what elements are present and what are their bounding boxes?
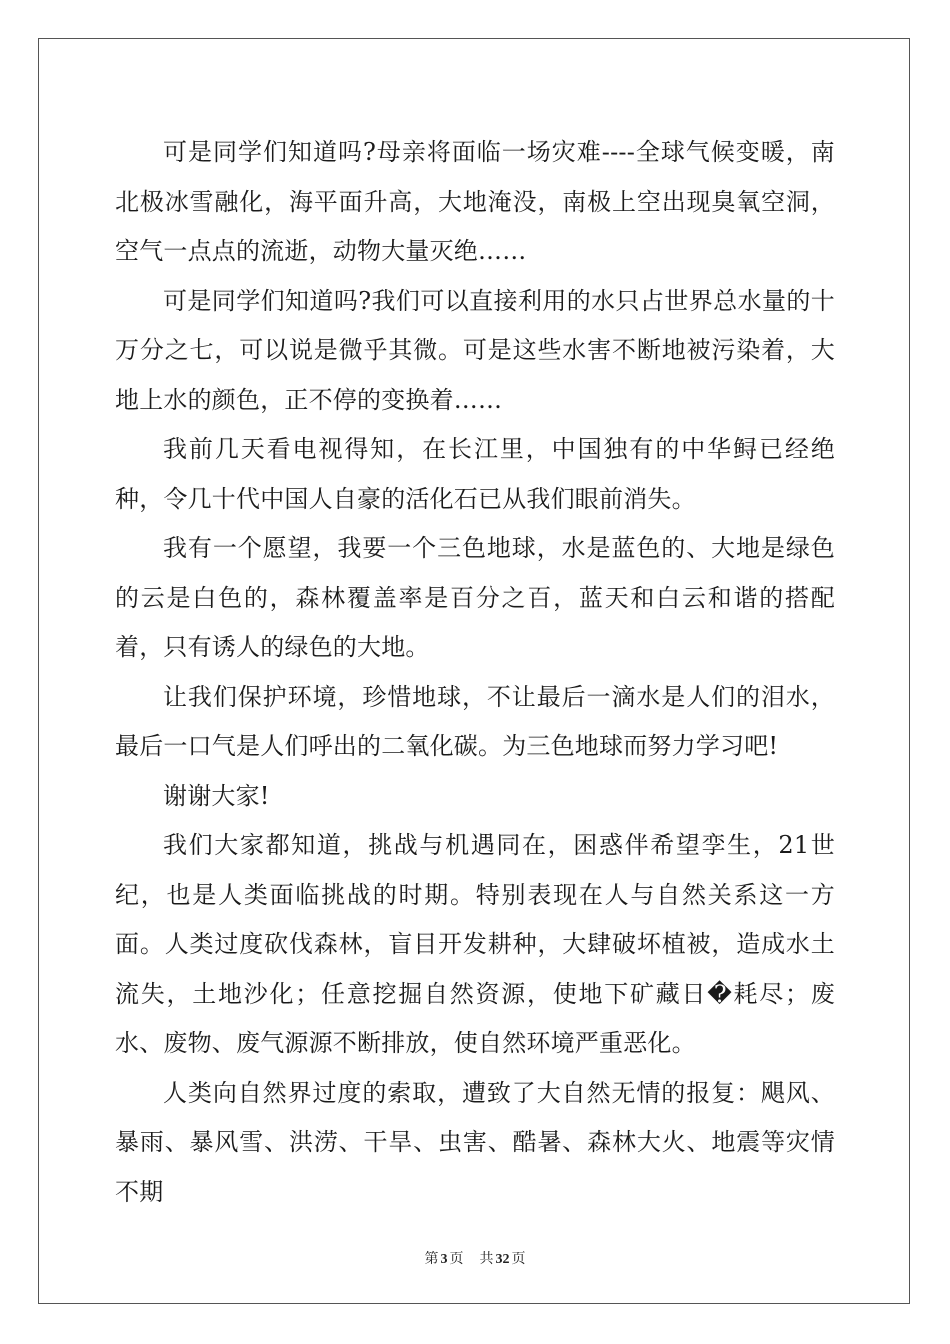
page-footer	[0, 1248, 950, 1268]
paragraph: 我们大家都知道，挑战与机遇同在，困惑伴希望孪生，21世纪，也是人类面临挑战的时期。特别表现在人与自然关系这一方面。人类过度砍伐森林，盲目开发耕种，大肆破坏植被，造成水土流失，土地沙化；任意挖掘自然资源，使地下矿藏日�耗尽；废水、废物、废气源源不断排放，使自然环境严重恶化。	[115, 831, 835, 1057]
paragraph: 人类向自然界过度的索取，遭致了大自然无情的报复：飓风、暴雨、暴风雪、洪涝、干旱、虫害、酷暑、森林大火、地震等灾情不期	[115, 1078, 835, 1206]
document-body	[115, 128, 835, 1217]
paragraph: 我有一个愿望，我要一个三色地球，水是蓝色的、大地是绿色的云是白色的，森林覆盖率是百分之百，蓝天和白云和谐的搭配着，只有诱人的绿色的大地。	[115, 534, 835, 661]
total-page-count: 32	[495, 1252, 510, 1267]
page-prefix: 第	[424, 1252, 439, 1267]
total-suffix: 页	[511, 1252, 526, 1267]
paragraph: 让我们保护环境，珍惜地球，不让最后一滴水是人们的泪水，最后一口气是人们呼出的二氧化碳。为三色地球而努力学习吧!	[115, 682, 835, 760]
paragraph: 可是同学们知道吗?母亲将面临一场灾难----全球气候变暖，南北极冰雪融化，海平面升高，大地淹没，南极上空出现臭氧空洞，空气一点点的流逝，动物大量灭绝……	[115, 138, 835, 265]
page-suffix: 页	[449, 1252, 464, 1267]
paragraph: 可是同学们知道吗?我们可以直接利用的水只占世界总水量的十万分之七，可以说是微乎其微。可是这些水害不断地被污染着，大地上水的颜色，正不停的变换着……	[115, 286, 835, 414]
paragraph: 谢谢大家!	[163, 781, 270, 810]
paragraph: 我前几天看电视得知，在长江里，中国独有的中华鲟已经绝种，令几十代中国人自豪的活化石已从我们眼前消失。	[115, 435, 835, 513]
total-prefix: 共	[479, 1252, 494, 1267]
current-page-number: 3	[440, 1252, 448, 1267]
